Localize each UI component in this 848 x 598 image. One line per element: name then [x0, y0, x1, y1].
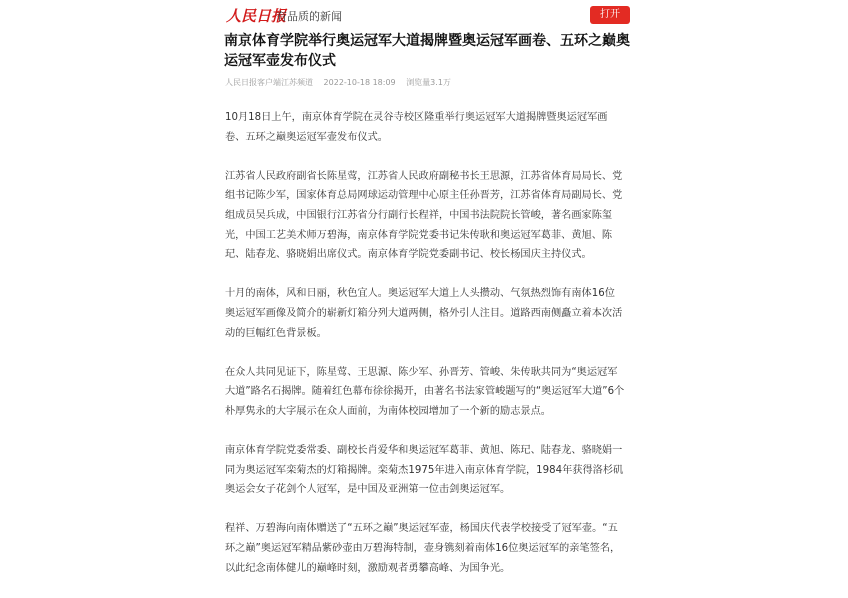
- article-page: [216, 4, 640, 574]
- slogan: 有品质的新闻: [276, 10, 342, 23]
- article-body: [225, 108, 625, 598]
- open-app-button[interactable]: 打开: [590, 6, 630, 24]
- article-paragraph: 江苏省人民政府副省长陈星莺，江苏省人民政府副秘书长王思源，江苏省体育局局长、党组书记陈少军，国家体育总局网球运动管理中心原主任孙晋芳，江苏省体育局副局长、党组成员吴兵成，中国银行江苏省分行副行长程祥，中国书法院院长管峻，著名画家陈玺光，中国工艺美术师万碧海，南京体育学院党委书记朱传耿和奥运冠军葛菲、黄旭、陈玘、陆春龙、骆晓娟出席仪式。南京体育学院党委副书记、校长杨国庆主持仪式。: [225, 170, 623, 261]
- top-bar: [216, 4, 640, 28]
- article-paragraph: 十月的南体，风和日丽，秋色宜人。奥运冠军大道上人头攒动、气氛热烈饰有南体16位奥运冠军画像及简介的崭新灯箱分列大道两侧，格外引人注目。道路西南侧矗立着本次活动的巨幅红色背景板。: [225, 288, 623, 339]
- article-paragraph: 程祥、万碧海向南体赠送了“五环之巅”奥运冠军壶，杨国庆代表学校接受了冠军壶。“五环之巅”奥运冠军精品紫砂壶由万碧海特制，壶身镌刻着南体16位奥运冠军的亲笔签名，以此纪念南体健儿的巅峰时刻，激励观者勇攀高峰、为国争光。: [225, 523, 621, 574]
- article-title: 南京体育学院举行奥运冠军大道揭牌暨奥运冠军画卷、五环之巅奥运冠军壶发布仪式: [224, 33, 630, 69]
- article-paragraph: 在众人共同见证下，陈星莺、王思源、陈少军、孙晋芳、管峻、朱传耿共同为“奥运冠军大道”路名石揭牌。随着红色幕布徐徐揭开，由著名书法家管峻题写的“奥运冠军大道”6个朴厚隽永的大字展示在众人面前，为南体校园增加了一个新的励志景点。: [225, 366, 625, 417]
- article-paragraph: 10月18日上午，南京体育学院在灵谷寺校区隆重举行奥运冠军大道揭牌暨奥运冠军画卷、五环之巅奥运冠军壶发布仪式。: [225, 112, 608, 143]
- article-paragraph: 南京体育学院党委常委、副校长肖爱华和奥运冠军葛菲、黄旭、陈玘、陆春龙、骆晓娟一同为奥运冠军栾菊杰的灯箱揭牌。栾菊杰1975年进入南京体育学院，1984年获得洛杉矶奥运会女子花剑个人冠军，是中国及亚洲第一位击剑奥运冠军。: [225, 445, 624, 496]
- article-meta: [225, 77, 459, 88]
- article-source[interactable]: 人民日报客户端江苏频道: [225, 78, 313, 87]
- article-views: 浏览量3.1万: [406, 78, 451, 87]
- people-daily-logo[interactable]: 人民日报: [226, 7, 287, 25]
- article-datetime: 2022-10-18 18:09: [323, 78, 396, 87]
